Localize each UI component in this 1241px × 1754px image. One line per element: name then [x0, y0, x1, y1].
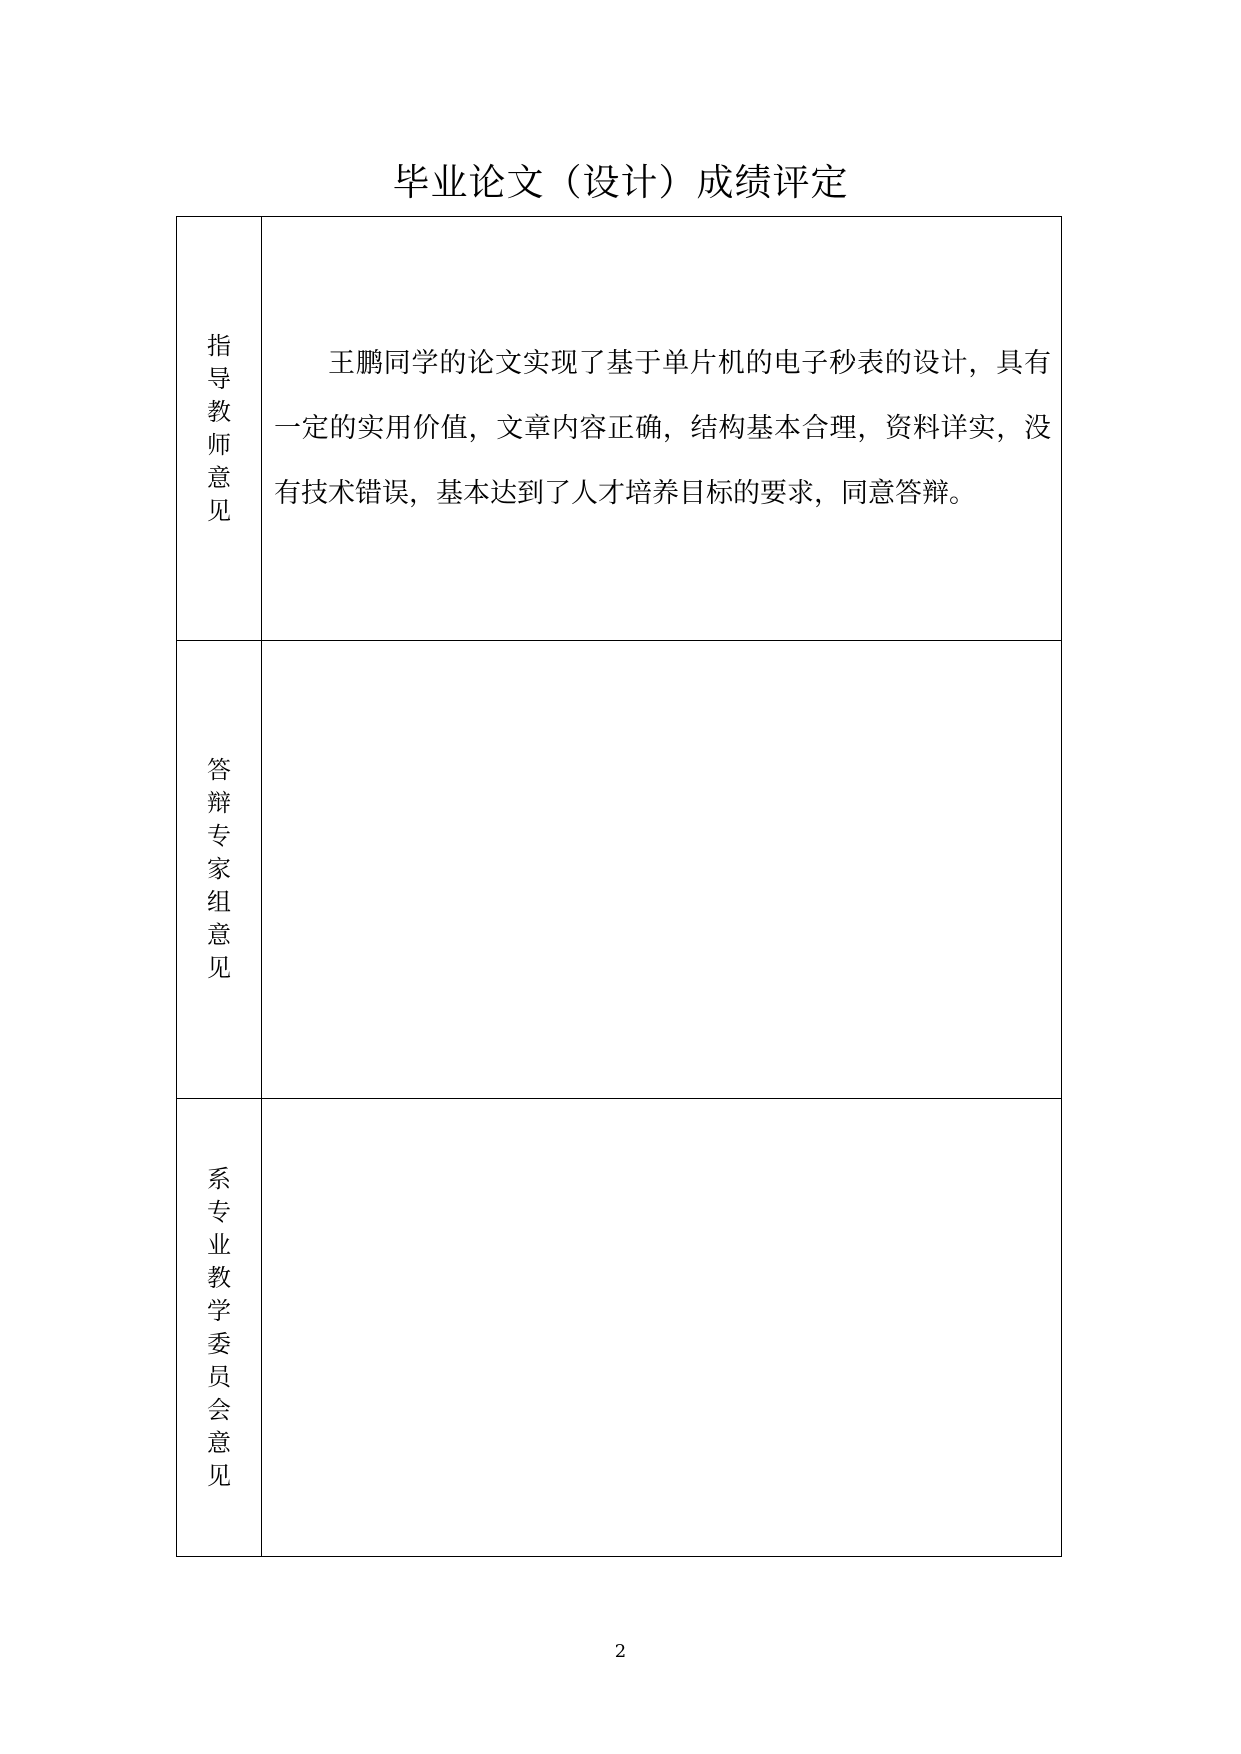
page-title: 毕业论文（设计）成绩评定: [392, 161, 849, 204]
defense-panel-opinion-label: 答辩专家组意见: [207, 756, 231, 982]
defense-panel-opinion-row: [177, 641, 1062, 1099]
evaluation-form-table: [176, 216, 1062, 1557]
defense-panel-opinion-content-cell: [262, 641, 1062, 1099]
advisor-opinion-label-cell: [177, 217, 262, 641]
teaching-committee-opinion-label: 系专业教学委员会意见: [207, 1164, 231, 1490]
teaching-committee-opinion-row: [177, 1099, 1062, 1557]
advisor-opinion-label: 指导教师意见: [207, 331, 231, 525]
defense-panel-opinion-label-cell: [177, 641, 262, 1099]
advisor-opinion-text: 王鹏同学的论文实现了基于单片机的电子秒表的设计，具有一定的实用价值，文章内容正确，结构基本合理，资料详实，没有技术错误，基本达到了人才培养目标的要求，同意答辩。: [274, 348, 1051, 509]
advisor-opinion-row: [177, 217, 1062, 641]
teaching-committee-opinion-content-cell: [262, 1099, 1062, 1557]
advisor-opinion-content-cell: [262, 217, 1062, 641]
teaching-committee-opinion-label-cell: [177, 1099, 262, 1557]
page-number: 2: [614, 1641, 627, 1662]
